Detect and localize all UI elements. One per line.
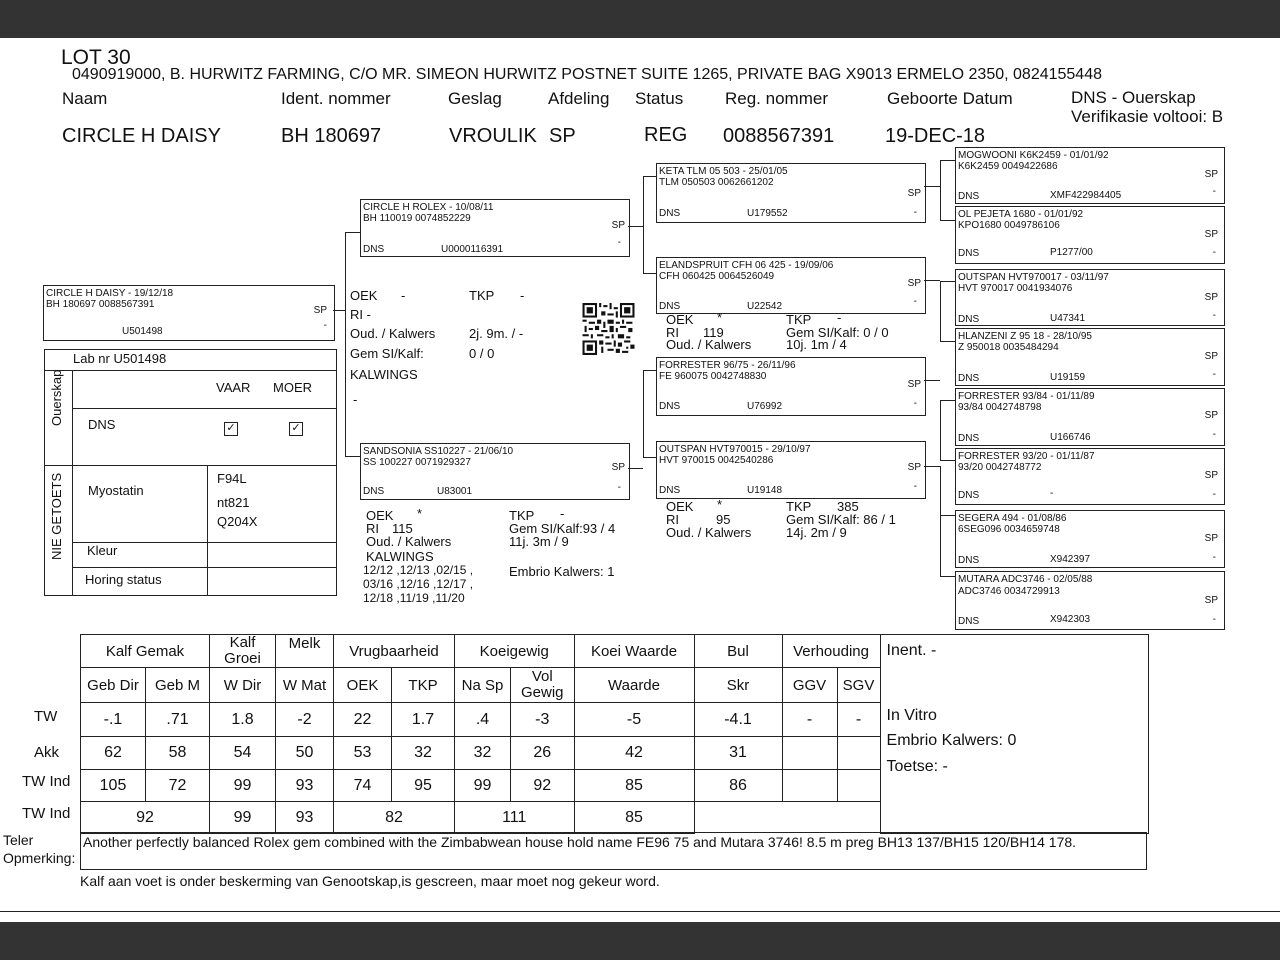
ggp-dns-code: - [1050, 488, 1054, 499]
myostatin-value: nt821 [217, 495, 250, 510]
self-oek-value: - [401, 288, 406, 303]
ggp-dns-code: X942397 [1050, 554, 1091, 565]
label-naam: Naam [62, 89, 108, 108]
sire-dns: DNS [363, 244, 385, 255]
gp-dns: DNS [659, 401, 681, 412]
column-header: W Mat [276, 668, 334, 703]
dam-tkp-label: TKP [509, 508, 535, 523]
gp3-tkp-label: TKP [786, 499, 812, 514]
side-notes [880, 635, 1148, 834]
animal-geboorte: 19-DEC-18 [885, 125, 986, 147]
self-gem-value: 0 / 0 [469, 346, 495, 361]
toetse: Toetse: - [886, 758, 948, 775]
gp1-oek-value: * [717, 310, 723, 325]
sire-name: CIRCLE H ROLEX - 10/08/11 [363, 202, 494, 213]
ggp-id: 6SEG096 0034659748 [958, 524, 1060, 535]
akk-cell: 50 [276, 737, 334, 770]
dam-id: SS 100227 0071929327 [363, 457, 471, 468]
row-label-akk: Akk [34, 744, 60, 761]
subject-dns-code: U501498 [122, 326, 163, 337]
column-header: Skr [694, 668, 782, 703]
pedigree-gp-box [656, 357, 926, 416]
sire-dash: - [617, 237, 621, 248]
ggp-id: Z 950018 0035484294 [958, 342, 1059, 353]
kleur-label: Kleur [87, 543, 118, 558]
tw-cell: -2 [276, 703, 334, 737]
akk-cell: 54 [210, 737, 276, 770]
gp-sp: SP [907, 278, 921, 289]
ggp-name: HLANZENI Z 95 18 - 28/10/95 [958, 331, 1092, 342]
gp1-ri-label: RI [666, 325, 679, 340]
ggp-dns: DNS [958, 314, 980, 325]
animal-status: REG [644, 124, 688, 146]
tw-cell: -5 [574, 703, 694, 737]
pedigree-subject-box [43, 285, 335, 341]
subject-id: BH 180697 0088567391 [46, 299, 155, 310]
subject-sp: SP [313, 305, 327, 316]
animal-ident: BH 180697 [281, 125, 382, 147]
dam-dns: DNS [363, 486, 385, 497]
gp-sp: SP [907, 379, 921, 390]
gp1-oud-value: 10j. 1m / 4 [786, 337, 847, 352]
self-tkp-value: - [520, 288, 525, 303]
row-label-tw: TW [34, 708, 58, 725]
twind-cell: 105 [81, 770, 146, 802]
ggp-dns: DNS [958, 616, 980, 627]
inent: Inent. - [886, 642, 937, 659]
pedigree-gp-box [656, 163, 926, 223]
myostatin-label: Myostatin [88, 483, 144, 498]
ggp-id: 93/20 0042748772 [958, 462, 1042, 473]
gp-name: OUTSPAN HVT970015 - 29/10/97 [659, 444, 811, 455]
owner-line: 0490919000, B. HURWITZ FARMING, C/O MR. SIMEON HURWITZ POSTNET SUITE 1265, PRIVATE BAG X9013 ERMELO 2350, 0824155448 [72, 66, 1102, 83]
ggp-name: FORRESTER 93/20 - 01/11/87 [958, 451, 1095, 462]
in-vitro: In Vitro [886, 707, 937, 724]
twind2-cell: 99 [210, 802, 276, 834]
ggp-sp: SP [1204, 470, 1218, 481]
ggp-dns: DNS [958, 248, 980, 259]
akk-cell: 62 [81, 737, 146, 770]
self-kalwings-value: - [353, 392, 358, 407]
gp3-oud-value: 14j. 2m / 9 [786, 525, 847, 540]
column-header: Geb M [146, 668, 210, 703]
dam-kalwings: KALWINGS [366, 549, 434, 564]
twind2-cell: 92 [81, 802, 210, 834]
dns-label: DNS [88, 417, 116, 432]
tw-cell: -.1 [81, 703, 146, 737]
moer-header: MOER [273, 380, 312, 395]
dam-oud-label: Oud. / Kalwers [366, 534, 452, 549]
gp-dns: DNS [659, 208, 681, 219]
ggp-dns: DNS [958, 490, 980, 501]
tw-cell: -4.1 [694, 703, 782, 737]
self-oek-label: OEK [350, 288, 378, 303]
group-header: Bul [694, 635, 782, 668]
group-header: Koeigewig [455, 635, 575, 668]
ouerskap-label: Ouerskap [49, 369, 64, 426]
group-header: Vrugbaarheid [334, 635, 455, 668]
self-gem-label: Gem SI/Kalf: [350, 346, 424, 361]
subject-name: CIRCLE H DAISY - 19/12/18 [46, 288, 174, 299]
ggp-dns-code: P1277/00 [1050, 247, 1093, 258]
ggp-dash: - [1212, 489, 1216, 500]
vaar-checkbox: ✓ [224, 418, 238, 436]
gp-dns-code: U179552 [747, 208, 788, 219]
gp3-oek-value: * [717, 497, 723, 512]
group-header: Koei Waarde [574, 635, 694, 668]
label-status: Status [635, 89, 684, 108]
ggp-dash: - [1212, 247, 1216, 258]
column-header: GGV [782, 668, 837, 703]
dam-dns-code: U83001 [437, 486, 473, 497]
dam-oek-value: * [417, 506, 423, 521]
twind2-cell: 85 [574, 802, 694, 834]
gp3-oek-label: OEK [666, 499, 694, 514]
ggp-dns: DNS [958, 555, 980, 566]
pedigree-ggp-box [955, 328, 1225, 386]
sire-id: BH 110019 0074852229 [363, 213, 471, 224]
gp-id: TLM 050503 0062661202 [659, 177, 774, 188]
gp-dash: - [913, 481, 917, 492]
dam-gem: Gem SI/Kalf:93 / 4 [509, 521, 616, 536]
twind-cell: 86 [694, 770, 782, 802]
animal-reg: 0088567391 [723, 125, 835, 147]
remarks-text: Another perfectly balanced Rolex gem combined with the Zimbabwean house hold name FE96 75 and Mutara 3746! 8.5 m preg BH13 137/BH15 120/BH14 178. [83, 834, 1077, 850]
sire-dns-code: U0000116391 [441, 244, 504, 255]
pedigree-ggp-box [955, 510, 1225, 568]
ggp-dash: - [1212, 186, 1216, 197]
gp-dns-code: U22542 [747, 301, 783, 312]
myostatin-value: F94L [217, 471, 247, 486]
remarks-label: Teler [3, 832, 34, 848]
dam-oek-label: OEK [366, 508, 394, 523]
dam-sp: SP [611, 462, 625, 473]
top-bar [0, 0, 1280, 38]
label-geboorte: Geboorte Datum [887, 89, 1013, 108]
footer-note: Kalf aan voet is onder beskerming van Genootskap,is gescreen, maar moet nog gekeur word. [80, 873, 660, 889]
ggp-dns: DNS [958, 373, 980, 384]
ggp-dns-code: X942303 [1050, 614, 1091, 625]
gp-id: HVT 970015 0042540286 [659, 455, 774, 466]
twind2-cell: 93 [276, 802, 334, 834]
tw-cell: - [782, 703, 837, 737]
ggp-name: MOGWOONI K6K2459 - 01/01/92 [958, 150, 1109, 161]
lot-number: LOT 30 [61, 46, 131, 69]
dam-ri-label: RI [366, 521, 379, 536]
pedigree-gp-box [656, 257, 926, 314]
ggp-name: OL PEJETA 1680 - 01/01/92 [958, 209, 1084, 220]
twind-cell: 99 [210, 770, 276, 802]
ggp-name: OUTSPAN HVT970017 - 03/11/97 [958, 272, 1109, 283]
ggp-id: K6K2459 0049422686 [958, 161, 1058, 172]
dam-kalwing-dates: 03/16 ,12/16 ,12/17 , [363, 577, 474, 591]
lab-nr: Lab nr U501498 [73, 351, 167, 366]
gp1-tkp-value: - [837, 310, 842, 325]
pedigree-sire-box [360, 199, 630, 257]
animal-geslag: VROULIK [449, 125, 537, 147]
akk-cell: 31 [694, 737, 782, 770]
nie-getoets-label: NIE GETOETS [49, 472, 64, 560]
ggp-dns: DNS [958, 433, 980, 444]
tw-cell: 1.7 [392, 703, 455, 737]
sire-sp: SP [611, 220, 625, 231]
tw-cell: - [837, 703, 880, 737]
gp3-ri-value: 95 [716, 512, 731, 527]
group-header: Kalf Gemak [81, 635, 210, 668]
label-ident: Ident. nommer [281, 89, 391, 108]
ggp-name: SEGERA 494 - 01/08/86 [958, 513, 1067, 524]
column-header: OEK [334, 668, 392, 703]
ggp-name: MUTARA ADC3746 - 02/05/88 [958, 574, 1093, 585]
dam-tkp-value: - [560, 506, 565, 521]
row-label-twind: TW Ind [22, 805, 71, 822]
gp1-tkp-label: TKP [786, 312, 812, 327]
pedigree-ggp-box [955, 147, 1225, 204]
twind2-cell: 82 [334, 802, 455, 834]
gp-id: FE 960075 0042748830 [659, 371, 767, 382]
remarks-box [80, 832, 1147, 870]
akk-cell: 26 [511, 737, 575, 770]
ggp-dash: - [1212, 369, 1216, 380]
dam-kalwing-dates: 12/12 ,12/13 ,02/15 , [363, 563, 474, 577]
pedigree-ggp-box [955, 571, 1225, 630]
akk-cell: 42 [574, 737, 694, 770]
ggp-dns-code: XMF422984405 [1050, 190, 1122, 201]
gp1-gem: Gem SI/Kalf: 0 / 0 [786, 325, 889, 340]
group-header: Kalf Groei [210, 635, 276, 668]
gp-dns-code: U76992 [747, 401, 783, 412]
gp-name: ELANDSPRUIT CFH 06 425 - 19/09/06 [659, 260, 834, 271]
pedigree-gp-box [656, 441, 926, 499]
gp3-ri-label: RI [666, 512, 679, 527]
qr-code-icon [582, 303, 635, 355]
lab-panel [44, 349, 337, 596]
column-header: W Dir [210, 668, 276, 703]
label-reg: Reg. nommer [725, 89, 828, 108]
gp-sp: SP [907, 462, 921, 473]
animal-naam: CIRCLE H DAISY [62, 125, 221, 147]
group-header: Verhouding [782, 635, 880, 668]
pedigree-ggp-box [955, 269, 1225, 326]
akk-cell: 32 [392, 737, 455, 770]
ggp-sp: SP [1204, 292, 1218, 303]
dam-ri-value: 115 [392, 521, 413, 536]
self-oud-label: Oud. / Kalwers [350, 326, 436, 341]
gp1-oud-label: Oud. / Kalwers [666, 337, 752, 352]
gp-dns: DNS [659, 485, 681, 496]
gp-dns-code: U19148 [747, 485, 783, 496]
twind-cell: 72 [146, 770, 210, 802]
ggp-sp: SP [1204, 410, 1218, 421]
bottom-bar [0, 922, 1280, 960]
bottom-rule [0, 911, 1280, 912]
ggp-dns-code: U166746 [1050, 432, 1091, 443]
embrio-kalwers: Embrio Kalwers: 0 [886, 732, 1017, 749]
breeding-values-table [80, 634, 1149, 834]
self-ri: RI - [350, 307, 371, 322]
tw-cell: 22 [334, 703, 392, 737]
ggp-id: KPO1680 0049786106 [958, 220, 1060, 231]
pedigree-ggp-box [955, 206, 1225, 264]
twind-cell: 93 [276, 770, 334, 802]
akk-cell: 32 [455, 737, 511, 770]
akk-cell [782, 737, 837, 770]
gp-dash: - [913, 398, 917, 409]
vaar-header: VAAR [216, 380, 251, 395]
twind-cell: 85 [574, 770, 694, 802]
animal-afdeling: SP [549, 125, 576, 147]
twind-cell [837, 770, 880, 802]
tw-cell: .71 [146, 703, 210, 737]
gp3-tkp-value: 385 [837, 499, 859, 514]
gp3-oud-label: Oud. / Kalwers [666, 525, 752, 540]
gp-sp: SP [907, 188, 921, 199]
gp-dash: - [913, 207, 917, 218]
twind-cell [782, 770, 837, 802]
ggp-id: 93/84 0042748798 [958, 402, 1042, 413]
dam-dash: - [617, 482, 621, 493]
twind-cell: 95 [392, 770, 455, 802]
ggp-sp: SP [1204, 351, 1218, 362]
column-header: Geb Dir [81, 668, 146, 703]
pedigree-ggp-box [955, 388, 1225, 446]
label-geslag: Geslag [448, 89, 502, 108]
twind-cell: 99 [455, 770, 511, 802]
ggp-dns-code: U19159 [1050, 372, 1086, 383]
ggp-id: HVT 970017 0041934076 [958, 283, 1073, 294]
column-header: TKP [392, 668, 455, 703]
remarks-label: Opmerking: [3, 850, 76, 866]
ggp-id: ADC3746 0034729913 [958, 586, 1060, 597]
dam-name: SANDSONIA SS10227 - 21/06/10 [363, 446, 514, 457]
ggp-dash: - [1212, 552, 1216, 563]
akk-cell [837, 737, 880, 770]
ggp-name: FORRESTER 93/84 - 01/11/89 [958, 391, 1095, 402]
column-header: SGV [837, 668, 880, 703]
dam-kalwing-dates: 12/18 ,11/19 ,11/20 [363, 591, 465, 605]
self-oud-value: 2j. 9m. / - [469, 326, 524, 341]
horing-status-label: Horing status [85, 572, 162, 587]
self-tkp-label: TKP [469, 288, 495, 303]
group-header: Melk [276, 635, 334, 668]
tw-cell: -3 [511, 703, 575, 737]
ggp-sp: SP [1204, 595, 1218, 606]
row-label-twind: TW Ind [22, 773, 71, 790]
label-afdeling: Afdeling [548, 89, 610, 108]
tw-cell: 1.8 [210, 703, 276, 737]
ggp-dash: - [1212, 310, 1216, 321]
pedigree-ggp-box [955, 448, 1225, 505]
akk-cell: 58 [146, 737, 210, 770]
label-dns-ouerskap: DNS - Ouerskap [1071, 88, 1196, 107]
column-header: Na Sp [455, 668, 511, 703]
twind-cell: 74 [334, 770, 392, 802]
tw-cell: .4 [455, 703, 511, 737]
ggp-sp: SP [1204, 169, 1218, 180]
gp-name: KETA TLM 05 503 - 25/01/05 [659, 166, 788, 177]
column-header: Vol Gewig [511, 668, 575, 703]
moer-checkbox: ✓ [289, 418, 303, 436]
pedigree-dam-box [360, 443, 630, 500]
gp-dns: DNS [659, 301, 681, 312]
dam-oud-value: 11j. 3m / 9 [509, 534, 569, 549]
ggp-sp: SP [1204, 533, 1218, 544]
dam-embrio: Embrio Kalwers: 1 [509, 564, 615, 579]
gp3-gem: Gem SI/Kalf: 86 / 1 [786, 512, 896, 527]
twind-cell: 92 [511, 770, 575, 802]
gp-id: CFH 060425 0064526049 [659, 271, 775, 282]
ggp-dns-code: U47341 [1050, 313, 1086, 324]
ggp-sp: SP [1204, 229, 1218, 240]
gp-dash: - [913, 296, 917, 307]
gp1-ri-value: 119 [703, 325, 724, 340]
gp1-oek-label: OEK [666, 312, 694, 327]
gp-name: FORRESTER 96/75 - 26/11/96 [659, 360, 796, 371]
akk-cell: 53 [334, 737, 392, 770]
twind2-cell: 111 [455, 802, 575, 834]
self-kalwings-label: KALWINGS [350, 367, 418, 382]
ggp-dash: - [1212, 614, 1216, 625]
ggp-dns: DNS [958, 191, 980, 202]
myostatin-value: Q204X [217, 514, 258, 529]
subject-dash: - [323, 320, 327, 331]
column-header: Waarde [574, 668, 694, 703]
ggp-dash: - [1212, 429, 1216, 440]
label-verifikasie: Verifikasie voltooi: B [1071, 107, 1224, 126]
